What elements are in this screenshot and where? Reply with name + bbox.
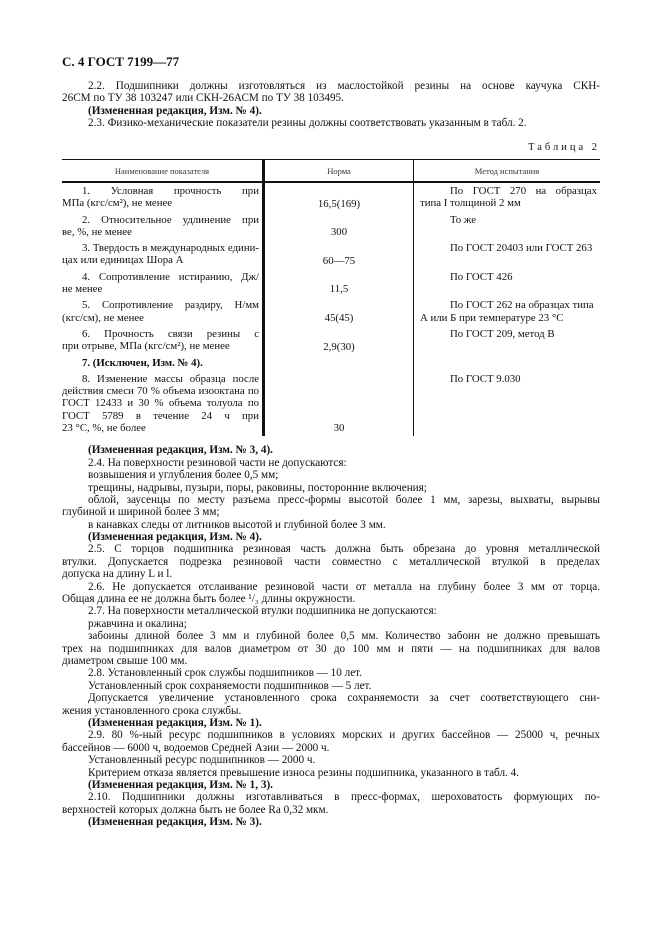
amendment-note: (Измененная редакция, Изм. № 1, 3). xyxy=(88,778,273,791)
indicator-name xyxy=(62,240,264,269)
text-line: действия смеси 70 % объема изооктана по xyxy=(62,385,259,398)
text-line: втулки. Допускается подрезка резиновой части совместно с металлической втулкой в пределах xyxy=(62,555,600,568)
text-line: По ГОСТ 426 xyxy=(450,270,513,283)
test-method xyxy=(414,212,601,241)
amendment-note: (Измененная редакция, Изм. № 1). xyxy=(88,716,262,729)
test-method xyxy=(414,269,601,298)
indicator-name xyxy=(62,326,264,355)
indicator-name xyxy=(62,371,264,436)
text-line: возвышения и углубления более 0,5 мм; xyxy=(88,469,279,482)
norm-value: 2,9(30) xyxy=(264,326,414,355)
table-row xyxy=(62,182,600,212)
text-line: По ГОСТ 9.030 xyxy=(450,372,521,385)
text-line: трещины, надрывы, пузыри, поры, раковины, посторонние включения; xyxy=(88,481,427,494)
test-method xyxy=(414,355,601,371)
text-line: 3. Твердость в международных едини- xyxy=(82,242,259,255)
text-line: 2.7. На поверхности металлической втулки подшипника не допускаются: xyxy=(88,605,437,618)
text-line: 1. Условная прочность при xyxy=(82,185,259,197)
text-line: бассейнов — 6000 ч, водоемов Средней Азии — 2000 ч. xyxy=(62,741,330,754)
text-line: По ГОСТ 262 на образцах типа xyxy=(450,299,594,312)
text-line: при отрыве, МПа (кгс/см²), не менее xyxy=(62,340,230,353)
table-row xyxy=(62,297,600,326)
test-method xyxy=(414,371,601,436)
indicator-name xyxy=(62,297,264,326)
text-line: забоины длиной более 3 мм и глубиной более 0,5 мм. Количество забоин не должно превышать xyxy=(88,630,600,643)
text-line: 2.6. Не допускается отслаивание резиновой части от металла на глубину более 3 мм от торца. xyxy=(88,580,600,593)
text-line: 23 °С, %, не более xyxy=(62,422,146,435)
text-line: допуска на длину L и l. xyxy=(62,568,173,581)
intro-paragraphs xyxy=(62,80,600,130)
text-line: облой, заусенцы по месту разъема пресс-формы высотой более 1 мм, зарезы, выхваты, вырывы xyxy=(88,493,600,506)
indicator-name xyxy=(62,355,264,371)
indicator-name xyxy=(62,212,264,241)
text-line: жения установленного срока службы. xyxy=(62,704,242,717)
text-line: 5. Сопротивление раздиру, Н/мм xyxy=(82,299,259,312)
test-method xyxy=(414,240,601,269)
text-line: Установленный ресурс подшипников — 2000 ч. xyxy=(88,754,316,767)
text-line: То же xyxy=(450,213,476,226)
text-line: По ГОСТ 20403 или ГОСТ 263 xyxy=(450,242,593,255)
norm-value: 300 xyxy=(264,212,414,241)
norm-value: 11,5 xyxy=(264,269,414,298)
table-row xyxy=(62,212,600,241)
norm-value: 60—75 xyxy=(264,240,414,269)
text-line: 8. Изменение массы образца после xyxy=(82,372,259,385)
table-row xyxy=(62,371,600,436)
table-and-body xyxy=(62,159,600,828)
amendment-note: (Измененная редакция, Изм. № 3). xyxy=(88,816,262,829)
text-line: (кгс/см), не менее xyxy=(62,311,144,324)
table-caption: Таблица 2 xyxy=(528,142,600,153)
col-header-norm: Норма xyxy=(264,160,414,183)
table-row xyxy=(62,240,600,269)
norm-value: 45(45) xyxy=(264,297,414,326)
norm-value: 30 xyxy=(264,371,414,436)
body-paragraphs xyxy=(62,444,600,828)
text-line: цах или единицах Шора А xyxy=(62,254,184,267)
text-line: А или Б при температуре 23 °С xyxy=(420,311,564,324)
text-line: 6. Прочность связи резины с xyxy=(82,327,259,340)
indicator-name xyxy=(62,182,264,212)
text-line: По ГОСТ 270 на образцах xyxy=(450,185,597,197)
text-line: 2.8. Установленный срок службы подшипников — 10 лет. xyxy=(88,667,363,680)
text-line: типа I толщиной 2 мм xyxy=(420,197,521,210)
norm-value: 16,5(169) xyxy=(264,182,414,212)
text-line: глубиной и шириной более 3 мм; xyxy=(62,506,220,519)
amendment-note: 7. (Исключен, Изм. № 4). xyxy=(82,356,203,369)
text-line: Допускается увеличение установленного срока сохраняемости за счет соответствующего сни- xyxy=(88,692,600,705)
text-line: 2. Относительное удлинение при xyxy=(82,213,259,226)
text-line: ГОСТ 5789 в течение 24 ч при xyxy=(62,409,259,422)
text-line: По ГОСТ 209, метод В xyxy=(450,327,555,340)
text-line: 2.4. На поверхности резиновой части не допускаются: xyxy=(88,456,347,469)
text-line: 2.3. Физико-механические показатели резины должны соответствовать указанным в табл. 2. xyxy=(88,117,527,130)
text-line: Общая длина ее не должна быть более ¹/₃ длины окружности. xyxy=(62,593,356,606)
test-method xyxy=(414,297,601,326)
text-line: ржавчина и окалина; xyxy=(88,617,187,630)
amendment-note: (Измененная редакция, Изм. № 4). xyxy=(88,104,262,117)
page-header: С. 4 ГОСТ 7199—77 xyxy=(62,54,180,69)
text-line: верхностей которых должна быть не более Ra 0,32 мкм. xyxy=(62,803,329,816)
norm-value xyxy=(264,355,414,371)
test-method xyxy=(414,326,601,355)
test-method xyxy=(414,182,601,212)
amendment-note: (Измененная редакция, Изм. № 4). xyxy=(88,531,262,544)
col-header-method: Метод испытания xyxy=(414,160,601,183)
amendment-note: (Измененная редакция, Изм. № 3, 4). xyxy=(88,444,273,457)
text-line: 2.10. Подшипники должны изготавливаться в пресс-формах, шероховатость формующих по- xyxy=(88,791,600,804)
table-row xyxy=(62,326,600,355)
text-line: не менее xyxy=(62,283,103,296)
text-line: 2.9. 80 %-ный ресурс подшипников в условиях морских и других бассейнов — 25000 ч, речных xyxy=(88,729,600,742)
text-line: в канавках следы от литников высотой и глубиной более 3 мм. xyxy=(88,518,386,531)
text-line: 2.5. С торцов подшипника резиновая часть должна быть обрезана до уровня металлической xyxy=(88,543,600,556)
text-line: 4. Сопротивление истиранию, Дж/ xyxy=(82,270,259,283)
table-row xyxy=(62,355,600,371)
text-line: диаметром свыше 100 мм. xyxy=(62,654,188,667)
properties-table xyxy=(62,159,600,436)
text-line: 26СМ по ТУ 38 103247 или СКН-26АСМ по ТУ 38 103495. xyxy=(62,92,344,105)
text-line: МПа (кгс/см²), не менее xyxy=(62,197,173,210)
text-line: Критерием отказа является превышение износа резины подшипника, указанного в табл. 4. xyxy=(88,766,520,779)
text-line: ГОСТ 12433 и 30 % объема толуола по xyxy=(62,397,259,410)
text-line: трех на подшипниках для валов диаметром от 30 до 100 мм и пяти — на подшипниках для валов xyxy=(62,642,600,655)
text-line: 2.2. Подшипники должны изготовляться из маслостойкой резины на основе каучука СКН- xyxy=(88,80,600,92)
col-header-name: Наименование показателя xyxy=(62,160,264,183)
text-line: Установленный срок сохраняемости подшипников — 5 лет. xyxy=(88,679,372,692)
text-line: ве, %, не менее xyxy=(62,225,132,238)
table-row xyxy=(62,269,600,298)
indicator-name xyxy=(62,269,264,298)
